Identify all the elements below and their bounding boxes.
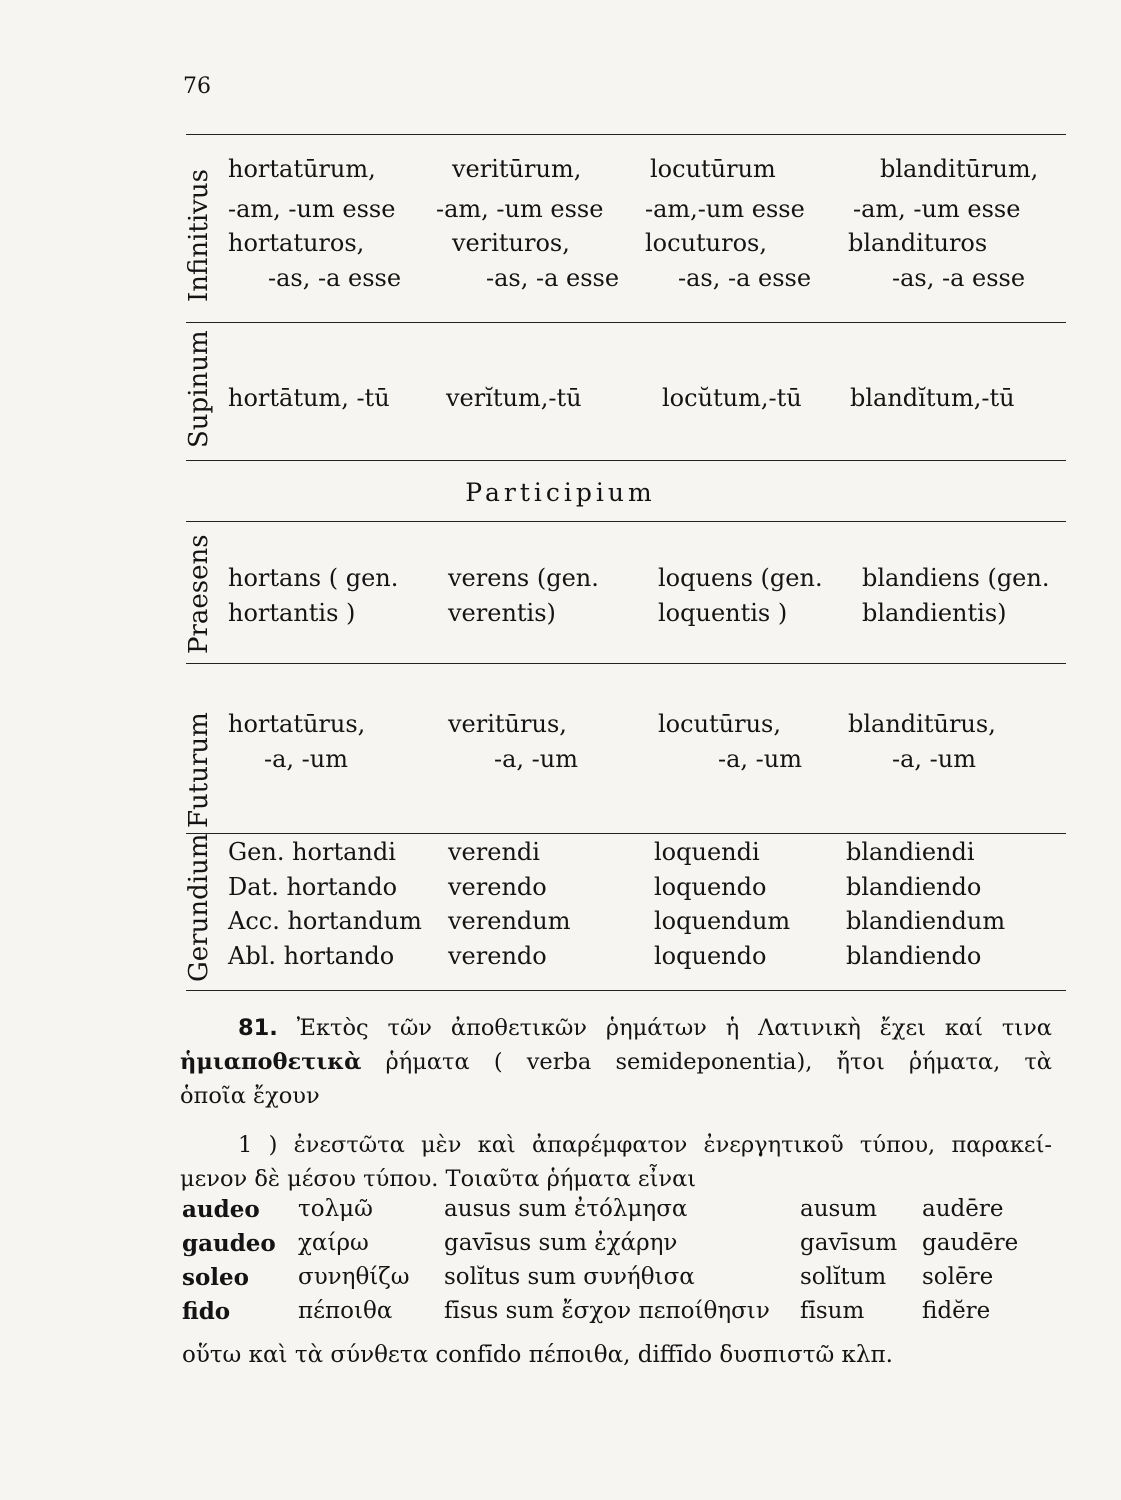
- rule-participium-bottom: [186, 521, 1066, 522]
- table-cell: hortans ( gen.: [228, 564, 399, 592]
- table-cell: loquentis ): [658, 599, 788, 627]
- section-label-futurum: Futurum: [184, 712, 214, 828]
- verb-infinitive: fidĕre: [922, 1298, 991, 1324]
- paragraph-81: [180, 1011, 1052, 1113]
- verb-infinitive: solēre: [922, 1264, 994, 1290]
- verb-perfect: fīsus sum ἔσχον πεποίθησιν: [444, 1298, 770, 1324]
- table-cell: blandientis): [862, 599, 1007, 627]
- section-label-infinitivus: Infinitivus: [184, 169, 214, 302]
- table-cell: blandiendo: [846, 942, 982, 970]
- paragraph-81-line-3: ὁποῖα ἔχουν: [180, 1083, 320, 1109]
- table-cell: blandĭtum,-tū: [850, 384, 1015, 412]
- table-cell: blanditūrus,: [848, 710, 996, 738]
- table-cell: veritūrus,: [448, 710, 567, 738]
- verb-greek: πέποιθα: [298, 1298, 393, 1324]
- table-cell: -am, -um esse: [436, 195, 604, 223]
- table-cell: blandiendi: [846, 838, 975, 866]
- table-cell: locutūrum: [650, 155, 776, 183]
- rule-gerundium-bottom: [186, 990, 1066, 991]
- table-cell: -a, -um: [718, 745, 802, 773]
- paragraph-text: ῥήματα ( verba semideponentia), ἤτοι ῥήματα, τὰ: [385, 1049, 1052, 1075]
- table-cell: -as, -a esse: [486, 264, 620, 292]
- table-cell: blandiens (gen.: [862, 564, 1050, 592]
- paragraph-text: Ἐκτὸς τῶν ἀποθετικῶν ῥημάτων ἡ Λατινικὴ ἔχει καί τινα: [296, 1015, 1052, 1041]
- rule-futurum-bottom: [186, 833, 1066, 834]
- participium-heading: Participium: [465, 478, 656, 507]
- rule-infinitivus-bottom: [186, 322, 1066, 323]
- table-cell: veritūrum,: [452, 155, 582, 183]
- verb-infinitive: audēre: [922, 1196, 1004, 1222]
- table-cell: -am,-um esse: [645, 195, 805, 223]
- table-cell: -as, -a esse: [678, 264, 812, 292]
- verb-infinitive: gaudēre: [922, 1230, 1019, 1256]
- table-cell: loquens (gen.: [658, 564, 823, 592]
- verb-latin: audeo: [182, 1196, 260, 1223]
- verb-supine: solĭtum: [800, 1264, 887, 1290]
- table-cell: Gen. hortandi: [228, 838, 396, 866]
- table-cell: hortantis ): [228, 599, 356, 627]
- page-number: 76: [183, 74, 211, 99]
- rule-top: [186, 134, 1066, 135]
- bold-term: ἡμιαποθετικὰ: [180, 1049, 362, 1075]
- table-cell: -a, -um: [264, 745, 348, 773]
- verb-supine: gavīsum: [800, 1230, 898, 1256]
- point-1-line-2: μενον δὲ μέσου τύπου. Τοιαῦτα ῥήματα εἶναι: [180, 1166, 697, 1192]
- table-cell: locŭtum,-tū: [662, 384, 802, 412]
- section-label-gerundium: Gerundium: [184, 833, 214, 982]
- table-cell: -as, -a esse: [268, 264, 402, 292]
- table-cell: hortatūrum,: [228, 155, 376, 183]
- table-cell: blandiendo: [846, 873, 982, 901]
- table-cell: blanditūrum,: [880, 155, 1039, 183]
- verb-latin: soleo: [182, 1264, 250, 1291]
- verb-perfect: ausus sum ἐτόλμησα: [444, 1196, 688, 1222]
- table-cell: loquendo: [654, 942, 767, 970]
- table-cell: hortātum, -tū: [228, 384, 390, 412]
- table-cell: Acc. hortandum: [228, 907, 422, 935]
- rule-supinum-bottom: [186, 460, 1066, 461]
- table-cell: verendo: [448, 873, 547, 901]
- table-cell: blandiendum: [846, 907, 1006, 935]
- table-cell: loquendi: [654, 838, 760, 866]
- rule-praesens-bottom: [186, 663, 1066, 664]
- paragraph-81-line-1: [180, 1011, 1052, 1045]
- verb-greek: τολμῶ: [298, 1196, 373, 1222]
- verb-latin: fido: [182, 1298, 231, 1325]
- table-cell: verituros,: [452, 229, 570, 257]
- verb-supine: ausum: [800, 1196, 877, 1222]
- point-1-line-1: 1 ) ἐνεστῶτα μὲν καὶ ἀπαρέμφατον ἐνεργητικοῦ τύπου, παρακεί-: [238, 1132, 1052, 1158]
- table-cell: Abl. hortando: [228, 942, 395, 970]
- section-number: 81.: [238, 1015, 278, 1041]
- table-cell: verendo: [448, 942, 547, 970]
- verb-latin: gaudeo: [182, 1230, 276, 1257]
- verb-greek: χαίρω: [298, 1230, 369, 1256]
- paragraph-81-line-2: [180, 1045, 1052, 1079]
- table-cell: -a, -um: [494, 745, 578, 773]
- table-cell: Dat. hortando: [228, 873, 398, 901]
- table-cell: -as, -a esse: [892, 264, 1026, 292]
- table-cell: locutūrus,: [658, 710, 781, 738]
- table-cell: hortaturos,: [228, 229, 365, 257]
- final-line: οὕτω καὶ τὰ σύνθετα confīdo πέποιθα, diffīdo δυσπιστῶ κλπ.: [182, 1342, 893, 1368]
- table-cell: -am, -um esse: [853, 195, 1021, 223]
- table-cell: -am, -um esse: [228, 195, 396, 223]
- table-cell: verĭtum,-tū: [446, 384, 582, 412]
- verb-perfect: solĭtus sum συνήθισα: [444, 1264, 695, 1290]
- table-cell: verens (gen.: [448, 564, 599, 592]
- table-cell: blandituros: [848, 229, 988, 257]
- table-cell: verentis): [448, 599, 556, 627]
- point-1: [180, 1128, 1052, 1196]
- verb-greek: συνηθίζω: [298, 1264, 410, 1290]
- table-cell: loquendo: [654, 873, 767, 901]
- table-cell: -a, -um: [892, 745, 976, 773]
- verb-supine: fīsum: [800, 1298, 865, 1324]
- section-label-supinum: Supinum: [184, 330, 214, 448]
- table-cell: verendi: [448, 838, 540, 866]
- section-label-praesens: Praesens: [184, 534, 214, 654]
- table-cell: loquendum: [654, 907, 791, 935]
- table-cell: locuturos,: [645, 229, 767, 257]
- verb-perfect: gavīsus sum ἐχάρην: [444, 1230, 678, 1256]
- table-cell: hortatūrus,: [228, 710, 366, 738]
- table-cell: verendum: [448, 907, 571, 935]
